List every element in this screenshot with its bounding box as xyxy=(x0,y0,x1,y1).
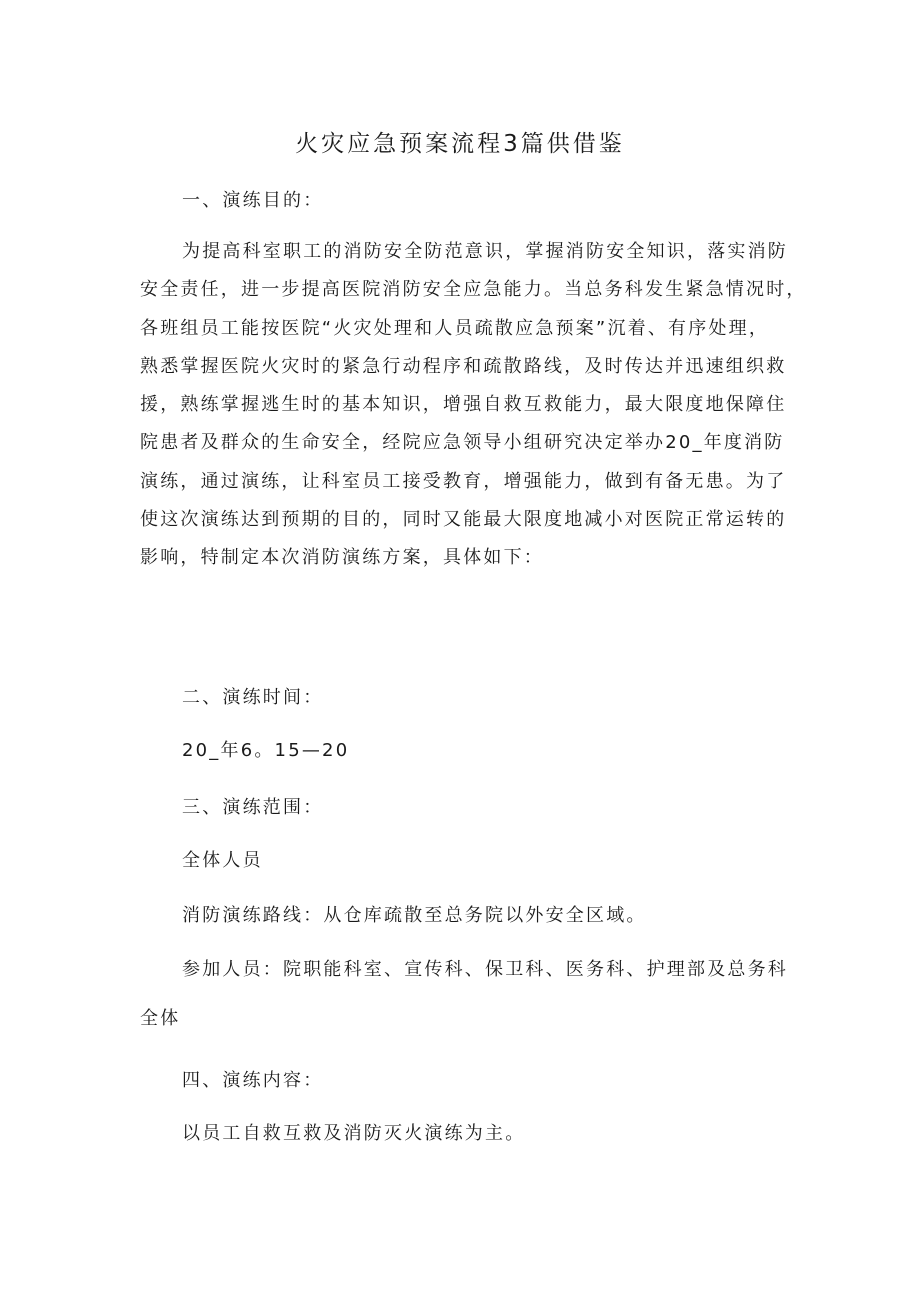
body-line: 院患者及群众的生命安全，经院应急领导小组研究决定举办20_年度消防 xyxy=(140,432,785,454)
document-title: 火灾应急预案流程3篇供借鉴 xyxy=(295,131,625,157)
section-1-heading xyxy=(140,182,780,220)
body-line: 影响，特制定本次消防演练方案，具体如下： xyxy=(140,547,544,569)
body-line: 各班组员工能按医院“火灾处理和人员疏散应急预案”沉着、有序处理， xyxy=(140,317,770,339)
section-heading-text: 四、演练内容： xyxy=(182,1070,324,1091)
section-heading-text: 三、演练范围： xyxy=(182,797,324,818)
body-line: 演练，通过演练，让科室员工接受教育，增强能力，做到有备无患。为了 xyxy=(140,470,787,492)
body-line: 参加人员：院职能科室、宣传科、保卫科、医务科、护理部及总务科 xyxy=(182,959,788,980)
body-line: 安全责任，进一步提高医院消防安全应急能力。当总务科发生紧急情况时， xyxy=(140,279,807,301)
section-heading-text: 二、演练时间： xyxy=(182,687,324,708)
body-line: 熟悉掌握医院火灾时的紧急行动程序和疏散路线，及时传达并迅速组织救 xyxy=(140,355,787,377)
body-line: 援，熟练掌握逃生时的基本知识，增强自救互救能力，最大限度地保障住 xyxy=(140,394,787,416)
section-3-body xyxy=(140,842,780,880)
route-paragraph xyxy=(140,897,780,935)
section-2-heading xyxy=(140,679,780,717)
body-line: 消防演练路线：从仓库疏散至总务院以外安全区域。 xyxy=(182,905,647,926)
body-line: 使这次演练达到预期的目的，同时又能最大限度地减小对医院正常运转的 xyxy=(140,509,787,531)
section-1-body xyxy=(140,233,807,578)
body-line: 20_年6。15—20 xyxy=(182,740,350,761)
participants-paragraph xyxy=(140,951,788,1039)
section-heading-text: 一、演练目的： xyxy=(182,190,324,211)
section-3-heading xyxy=(140,789,780,827)
section-4-body xyxy=(140,1115,780,1153)
body-line: 全体 xyxy=(140,1008,181,1030)
section-4-heading xyxy=(140,1062,780,1100)
section-2-body xyxy=(140,732,780,770)
body-line: 以员工自救互救及消防灭火演练为主。 xyxy=(182,1123,526,1144)
body-line: 为提高科室职工的消防安全防范意识，掌握消防安全知识，落实消防 xyxy=(182,241,788,262)
body-line: 全体人员 xyxy=(182,850,263,871)
